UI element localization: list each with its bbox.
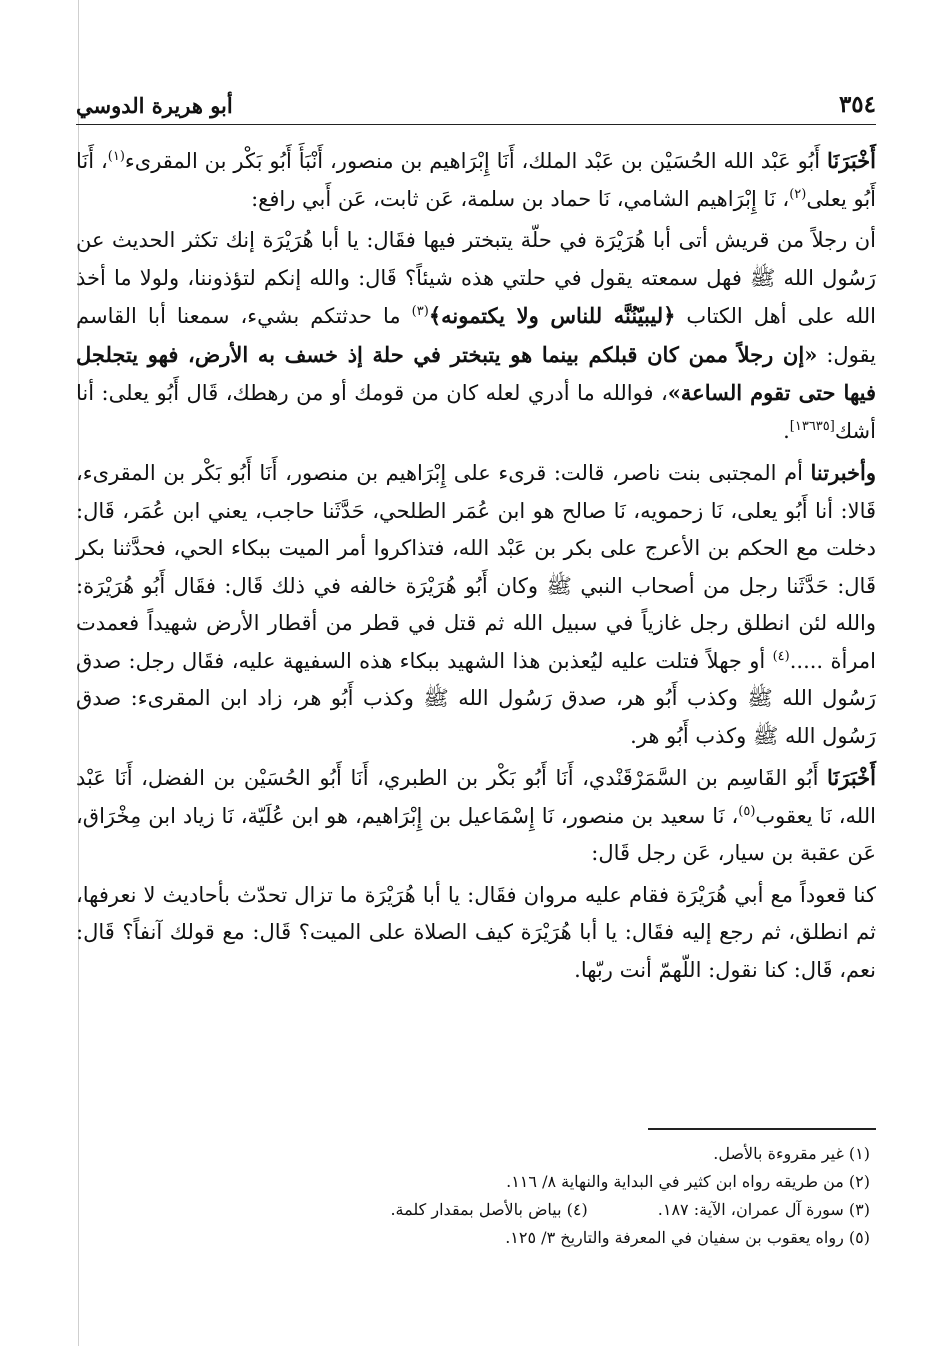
- footnote-item: [505, 1224, 870, 1252]
- paragraph-text: ، فوالله ما أدري لعله كان من قومك أو من رهطك، قَال أَبُو يعلى: أنا أشك: [76, 381, 876, 443]
- footnote-item: [713, 1140, 870, 1168]
- footnote-ref-5: (٥): [738, 803, 756, 819]
- paragraph-text: أن رجلاً من قريش أتى أبا هُرَيْرَة في حلّة يتبختر فيها فقَال: يا أبا هُرَيْرَة إنك تكثر الحديث عن رَسُول الله ﷺ فهل سمعته يقول في حلتي هذه شيئاً؟ قَال: والله إنكم لتؤذوننا، ولولا ما أخذ الله على أهل الكتاب: [76, 228, 876, 328]
- main-text: [76, 142, 876, 993]
- footnote-text: غير مقروءة بالأصل.: [713, 1144, 844, 1163]
- footnote-number: (١): [848, 1144, 870, 1163]
- paragraph-end: .: [783, 418, 790, 443]
- paragraph-text: ، نَا إِبْرَاهيم الشامي، نَا حماد بن سلمة، عَن ثابت، عَن أَبي رافع:: [251, 186, 790, 211]
- footnote-item: [390, 1196, 587, 1224]
- paragraph-text: أو جهلاً فتلت عليه ليُعذبن هذا الشهيد ببكاء هذه السفيهة عليه، فقَال رجل: صدق رَسُول الله ﷺ وكذب أَبُو هر، صدق رَسُول الله ﷺ وكذب أَبُو هر، زاد ابن المقرىء: صدق رَسُول الله ﷺ وكذب أَبُو هر.: [76, 648, 876, 748]
- paragraph-text: كنا قعوداً مع أبي هُرَيْرَة فقام عليه مروان فقَال: يا أبا هُرَيْرَة ما تزال تحدّث بأحاديث لا نعرفها، ثم انطلق، ثم رجع إليه فقَال: يا أبا هُرَيْرَة كيف الصلاة على الميت؟ قَال: مع قولك آنفاً؟ قَال: نعم، قَال: كنا نقول: اللّهمّ أنت ربّها.: [76, 882, 876, 982]
- paragraph-text: ، نَا سعيد بن منصور، نَا إِسْمَاعيل بن إِبْرَاهيم، هو ابن عُلَيّة، نَا زياد ابن مِخْرَاق، عَن عقبة بن سيار، عَن رجل قَال:: [76, 803, 876, 865]
- footnote-ref-2: (٢): [789, 186, 807, 202]
- footnote-number: (٣): [848, 1200, 870, 1219]
- hadith-number: [١٣٦٣٥]: [789, 418, 835, 434]
- paragraph-isnad-3: [76, 759, 876, 873]
- paragraph-text: ما حدثتكم بشيء، سمعنا أبا القاسم يقول:: [76, 304, 877, 367]
- paragraph-text: ، أَنَا أَبُو يعلى: [76, 149, 876, 211]
- footnote-row: [76, 1140, 876, 1168]
- lead-word: وأخبرتنا: [810, 460, 876, 485]
- footnote-item: [506, 1168, 870, 1196]
- paragraph-matn-1: [76, 222, 876, 450]
- paragraph-matn-3: [76, 877, 876, 990]
- footnote-ref-1: (١): [107, 149, 125, 164]
- quran-verse: ﴿ليبيّنُنَّه للناس ولا يكتمونه﴾: [428, 303, 676, 328]
- footnote-row: [76, 1168, 876, 1196]
- footnotes: [76, 1140, 876, 1252]
- footnote-text: سورة آل عمران، الآية: ١٨٧.: [657, 1200, 844, 1219]
- page-header: [76, 88, 876, 125]
- footnote-ref-4: (٤): [772, 648, 790, 664]
- footnote-row: [76, 1196, 876, 1224]
- footnote-text: بياض بالأصل بمقدار كلمة.: [390, 1200, 562, 1219]
- paragraph-text: أم المجتبى بنت ناصر، قالت: قرىء على إِبْرَاهيم بن منصور، أَنَا أَبُو بَكْر بن المقرىء، قَالا: أنا أَبُو يعلى، نَا زحمويه، نَا صالح هو ابن عُمَر الطلحي، حَدَّثَنا حاجب، يعني ابن عُمَر، قَال: دخلت مع الحكم بن الأعرج على بكر بن عَبْد الله، فتذاكروا أمر الميت ببكاء الحي، فحدَّثنا بكر قَال: حَدَّثَنا رجل من أصحاب النبي ﷺ وكان أَبُو هُرَيْرَة خالفه في ذلك قَال: فقَال أَبُو هُرَيْرَة: والله لئن انطلق رجل غازياً في سبيل الله ثم قتل في قطر من أقطار الأرض شهيداً فعمدت امرأة .....: [76, 461, 876, 673]
- lead-word: أَخْبَرَنَا: [827, 148, 876, 173]
- paragraph-text: أَبُو عَبْد الله الحُسَيْن بن عَبْد الملك، أَنَا إِبْرَاهيم بن منصور، أَنْبَأَ أَبُو بَكْر بن المقرىء: [124, 149, 828, 173]
- paragraph-isnad-2: [76, 454, 876, 755]
- footnote-number: (٢): [848, 1172, 870, 1191]
- paragraph-isnad-1: [76, 142, 876, 218]
- hadith-quote: «إن رجلاً ممن كان قبلكم بينما هو يتبختر في حلة إذ خسف به الأرض، فهو يتجلجل فيها حتى تقوم الساعة»: [76, 341, 876, 405]
- page-number: ٣٥٤: [838, 91, 876, 118]
- footnote-item: [658, 1196, 870, 1224]
- running-title: أبو هريرة الدوسي: [76, 93, 233, 118]
- footnote-separator: [648, 1128, 876, 1130]
- footnote-ref-3: (٣): [411, 304, 429, 319]
- footnote-number: (٤): [566, 1200, 588, 1219]
- footnote-text: من طريقه رواه ابن كثير في البداية والنهاية ٨/ ١١٦.: [506, 1172, 844, 1191]
- footnote-number: (٥): [848, 1228, 870, 1247]
- lead-word: أَخْبَرَنَا: [827, 765, 876, 790]
- paragraph-text: أَبُو القَاسِم بن السَّمَرْقَنْدي، أَنَا أَبُو بَكْر بن الطبري، أَنَا أَبُو الحُسَيْن بن الفضل، أَنَا عَبْد الله، نَا يعقوب: [76, 766, 876, 828]
- footnote-row: [76, 1224, 876, 1252]
- footnote-text: رواه يعقوب بن سفيان في المعرفة والتاريخ ٣/ ١٢٥.: [505, 1228, 844, 1247]
